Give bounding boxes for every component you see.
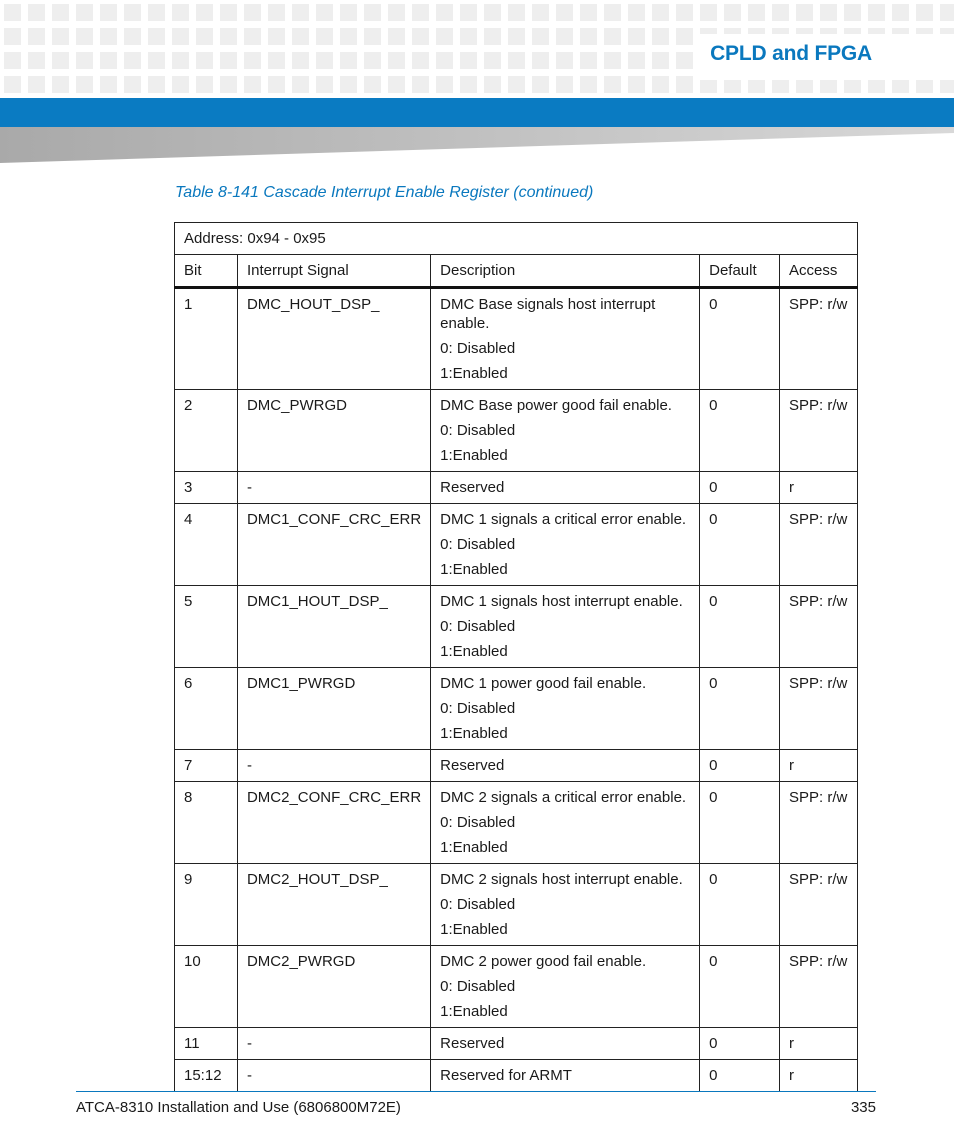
access-cell: SPP: r/w [780,288,858,390]
section-title: CPLD and FPGA [710,42,872,65]
signal-cell: - [237,750,430,782]
bit-cell: 1 [175,288,238,390]
access-cell: SPP: r/w [780,782,858,864]
access-cell: SPP: r/w [780,864,858,946]
table-row [175,782,858,864]
table-row [175,1028,858,1060]
description-line: DMC 1 signals a critical error enable. [440,511,687,528]
description-line: 1:Enabled [440,447,508,464]
signal-cell: - [237,1028,430,1060]
bit-cell: 10 [175,946,238,1028]
table-row [175,1060,858,1092]
default-cell: 0 [700,750,780,782]
default-cell: 0 [700,288,780,390]
access-cell: r [780,750,858,782]
table-row [175,750,858,782]
description-line: Reserved [440,757,505,774]
description-line: Reserved [440,1035,505,1052]
description-cell [431,864,700,946]
description-line: 0: Disabled [440,978,516,995]
column-header-bit: Bit [175,255,238,288]
description-line: DMC Base power good fail enable. [440,397,672,414]
access-cell: SPP: r/w [780,390,858,472]
default-cell: 0 [700,1028,780,1060]
description-line: DMC 2 power good fail enable. [440,953,647,970]
column-header-default: Default [700,255,780,288]
signal-cell: DMC2_PWRGD [237,946,430,1028]
signal-cell: DMC1_PWRGD [237,668,430,750]
bit-cell: 3 [175,472,238,504]
description-cell [431,946,700,1028]
description-line: 1:Enabled [440,921,508,938]
signal-cell: DMC2_CONF_CRC_ERR [237,782,430,864]
description-cell [431,668,700,750]
description-line: DMC 1 power good fail enable. [440,675,647,692]
access-cell: SPP: r/w [780,586,858,668]
default-cell: 0 [700,864,780,946]
default-cell: 0 [700,504,780,586]
description-cell [431,750,700,782]
description-line: 1:Enabled [440,725,508,742]
column-header-row [175,255,858,288]
signal-cell: DMC2_HOUT_DSP_ [237,864,430,946]
bit-cell: 5 [175,586,238,668]
description-cell [431,1060,700,1092]
bit-cell: 8 [175,782,238,864]
register-table [174,222,858,1092]
description-line: 0: Disabled [440,814,516,831]
table-row [175,668,858,750]
table-row [175,864,858,946]
description-line: 1:Enabled [440,643,508,660]
default-cell: 0 [700,586,780,668]
bit-cell: 4 [175,504,238,586]
table-caption: Table 8-141 Cascade Interrupt Enable Register (continued) [175,184,594,201]
footer-divider [76,1091,876,1092]
bit-cell: 2 [175,390,238,472]
default-cell: 0 [700,472,780,504]
bit-cell: 6 [175,668,238,750]
table-body [175,288,858,1092]
signal-cell: DMC_PWRGD [237,390,430,472]
table-row [175,946,858,1028]
default-cell: 0 [700,390,780,472]
description-line: DMC 2 signals a critical error enable. [440,789,687,806]
description-line: DMC 1 signals host interrupt enable. [440,593,683,610]
description-cell [431,586,700,668]
default-cell: 0 [700,668,780,750]
table-row [175,504,858,586]
address-cell: Address: 0x94 - 0x95 [175,223,858,255]
signal-cell: DMC1_HOUT_DSP_ [237,586,430,668]
description-line: 0: Disabled [440,536,516,553]
description-line: 0: Disabled [440,700,516,717]
bit-cell: 15:12 [175,1060,238,1092]
header-blue-band [0,98,954,127]
signal-cell: - [237,472,430,504]
table-row [175,288,858,390]
description-line: 1:Enabled [440,1003,508,1020]
column-header-access: Access [780,255,858,288]
description-line: 1:Enabled [440,365,508,382]
description-cell [431,288,700,390]
access-cell: r [780,1028,858,1060]
description-line: 1:Enabled [440,561,508,578]
header-gray-wedge [0,127,954,163]
description-line: Reserved [440,479,505,496]
access-cell: SPP: r/w [780,504,858,586]
description-cell [431,504,700,586]
access-cell: r [780,1060,858,1092]
page-number: 335 [850,1099,876,1116]
bit-cell: 7 [175,750,238,782]
table-row [175,390,858,472]
signal-cell: DMC1_CONF_CRC_ERR [237,504,430,586]
table-row [175,472,858,504]
column-header-signal: Interrupt Signal [237,255,430,288]
description-line: 0: Disabled [440,896,516,913]
description-line: 0: Disabled [440,422,516,439]
description-line: 1:Enabled [440,839,508,856]
description-cell [431,472,700,504]
access-cell: r [780,472,858,504]
address-row [175,223,858,255]
description-line: DMC 2 signals host interrupt enable. [440,871,683,888]
description-cell [431,782,700,864]
access-cell: SPP: r/w [780,668,858,750]
description-line: 0: Disabled [440,340,516,357]
description-line: 0: Disabled [440,618,516,635]
description-cell [431,390,700,472]
signal-cell: DMC_HOUT_DSP_ [237,288,430,390]
description-line: DMC Base signals host interrupt enable. [440,296,656,332]
footer-document-title: ATCA-8310 Installation and Use (6806800M72E) [76,1099,401,1116]
default-cell: 0 [700,1060,780,1092]
default-cell: 0 [700,782,780,864]
column-header-description: Description [431,255,700,288]
bit-cell: 11 [175,1028,238,1060]
table-row [175,586,858,668]
description-line: Reserved for ARMT [440,1067,572,1084]
default-cell: 0 [700,946,780,1028]
description-cell [431,1028,700,1060]
bit-cell: 9 [175,864,238,946]
signal-cell: - [237,1060,430,1092]
access-cell: SPP: r/w [780,946,858,1028]
